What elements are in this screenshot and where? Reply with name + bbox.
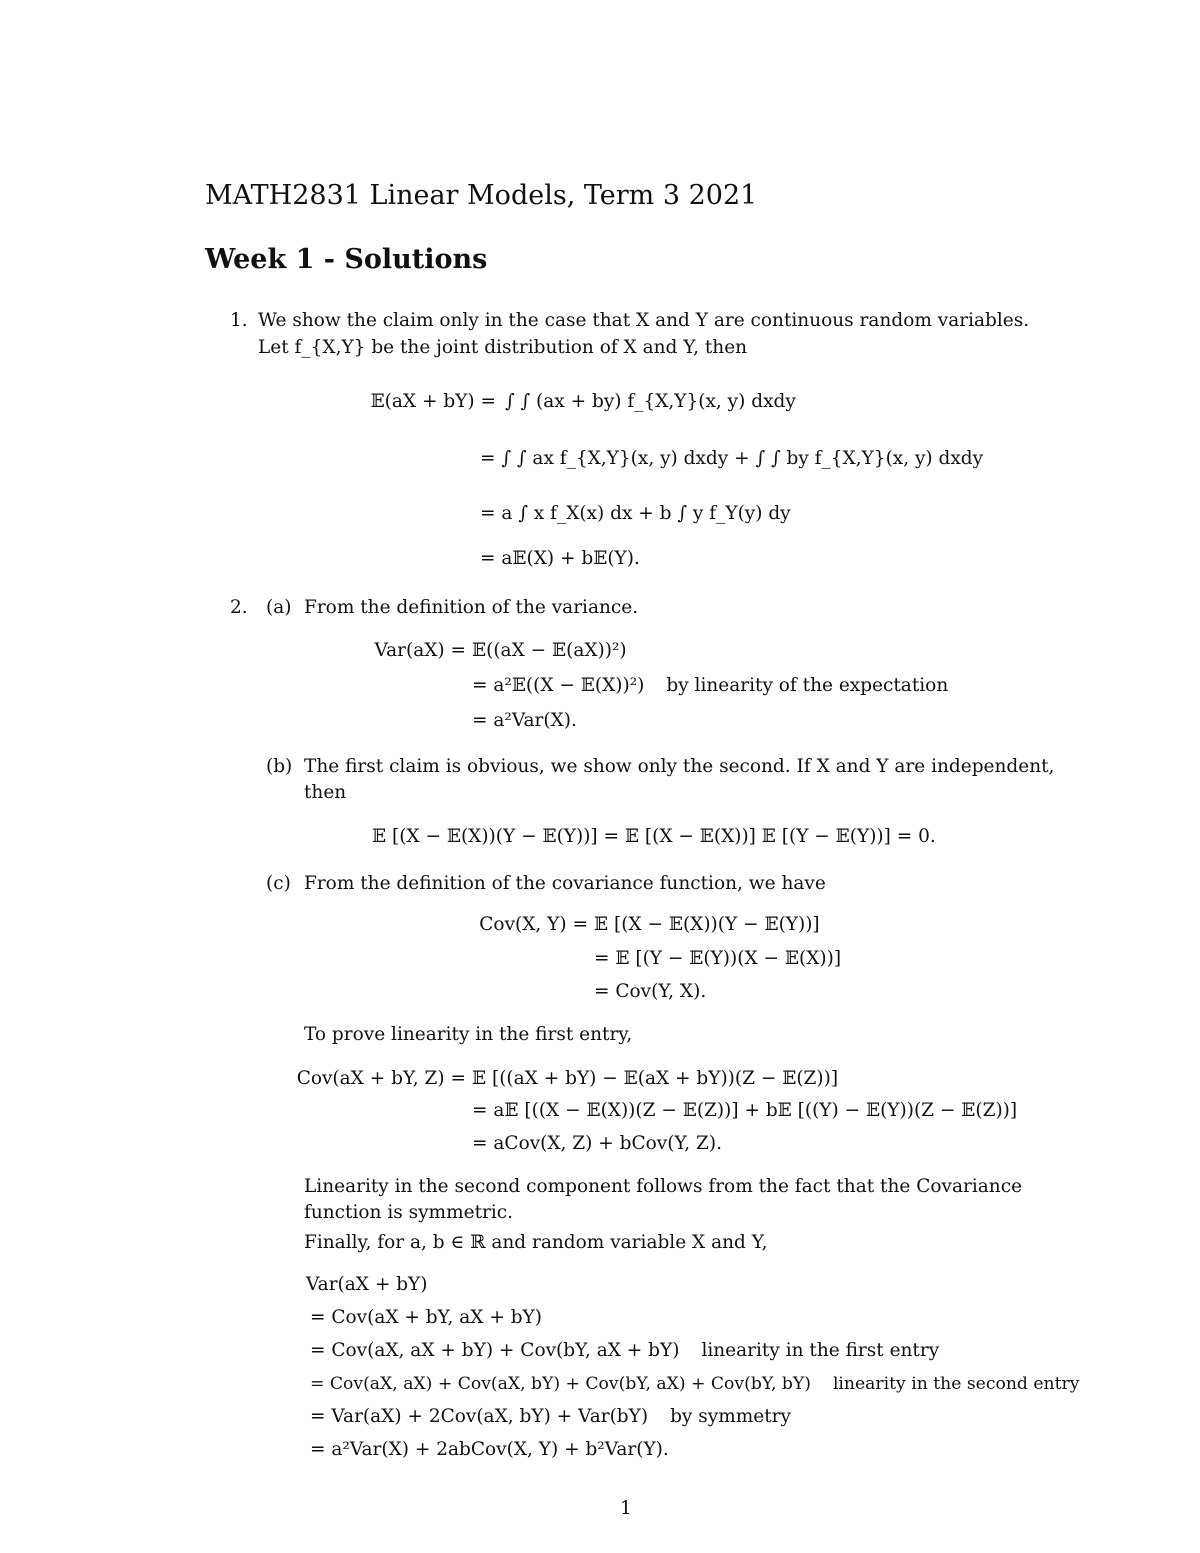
part-c-text: From the definition of the covariance function, we have [304,873,826,894]
section-heading: Week 1 - Solutions [205,244,488,275]
linearity-intro: To prove linearity in the first entry, [304,1024,633,1045]
part-b-equation: 𝔼 [(X − 𝔼(X))(Y − 𝔼(Y))] = 𝔼 [(X − 𝔼(X))] 𝔼 [(Y − 𝔼(Y))] = 0. [372,826,936,847]
variance-line-4: = Cov(aX, aX) + Cov(aX, bY) + Cov(bY, aX) + Cov(bY, bY) linearity in the second entry [310,1374,1080,1394]
cov-symmetry-lhs: Cov(X, Y) = [479,914,588,935]
cov-symmetry-line-2: = 𝔼 [(Y − 𝔼(Y))(X − 𝔼(X))] [594,948,842,969]
part-a-equation-lhs: Var(aX) = [374,640,466,661]
part-a-equation-note: by linearity of the expectation [666,675,949,696]
question-2-number: 2. [230,597,248,618]
part-b-text-line-1: The first claim is obvious, we show only the second. If X and Y are independent, [304,756,1055,777]
symmetry-text-line-2: function is symmetric. [304,1202,514,1223]
q1-equation-lhs: 𝔼(aX + bY) = [370,391,496,412]
part-a-equation-line-1: 𝔼((aX − 𝔼(aX))²) [472,640,627,661]
variance-line-1: Var(aX + bY) [306,1274,428,1295]
variance-note-3: linearity in the first entry [701,1340,940,1361]
document-title: MATH2831 Linear Models, Term 3 2021 [205,180,758,211]
cov-symmetry-line-1: 𝔼 [(X − 𝔼(X))(Y − 𝔼(Y))] [594,914,820,935]
part-c-label: (c) [266,873,291,894]
finally-intro: Finally, for a, b ∈ ℝ and random variable X and Y, [304,1232,768,1253]
part-a-equation-line-3: = a²Var(X). [472,710,577,731]
q1-equation-line-1: ∫ ∫ (ax + by) f_{X,Y}(x, y) dxdy [505,391,796,412]
symmetry-text-line-1: Linearity in the second component follows from the fact that the Covariance [304,1176,1023,1197]
linearity-line-1: 𝔼 [((aX + bY) − 𝔼(aX + bY))(Z − 𝔼(Z))] [472,1068,839,1089]
linearity-line-2: = a𝔼 [((X − 𝔼(X))(Z − 𝔼(Z))] + b𝔼 [((Y) − 𝔼(Y))(Z − 𝔼(Z))] [472,1100,1018,1121]
variance-line-3: = Cov(aX, aX + bY) + Cov(bY, aX + bY) linearity in the first entry [310,1340,940,1361]
linearity-lhs: Cov(aX + bY, Z) = [296,1068,466,1089]
part-a-label: (a) [266,597,292,618]
question-1-number: 1. [230,310,248,331]
question-1-text-line-2: Let f_{X,Y} be the joint distribution of X and Y, then [258,337,748,358]
variance-note-5: by symmetry [670,1406,791,1427]
linearity-line-3: = aCov(X, Z) + bCov(Y, Z). [472,1133,722,1154]
variance-note-4: linearity in the second entry [832,1374,1080,1394]
variance-line-5: = Var(aX) + 2Cov(aX, bY) + Var(bY) by symmetry [310,1406,791,1427]
q1-equation-line-2: = ∫ ∫ ax f_{X,Y}(x, y) dxdy + ∫ ∫ by f_{X,Y}(x, y) dxdy [480,448,984,469]
page-number: 1 [620,1498,632,1519]
part-a-equation-line-2: = a²𝔼((X − 𝔼(X))²) by linearity of the expectation [472,675,949,696]
part-a-text: From the definition of the variance. [304,597,639,618]
part-b-label: (b) [266,756,293,777]
q1-equation-line-3: = a ∫ x f_X(x) dx + b ∫ y f_Y(y) dy [480,503,791,524]
variance-line-2: = Cov(aX + bY, aX + bY) [310,1307,542,1328]
cov-symmetry-line-3: = Cov(Y, X). [594,981,707,1002]
part-b-text-line-2: then [304,782,347,803]
variance-line-6: = a²Var(X) + 2abCov(X, Y) + b²Var(Y). [310,1439,669,1460]
q1-equation-line-4: = a𝔼(X) + b𝔼(Y). [480,548,640,569]
question-1-text-line-1: We show the claim only in the case that X and Y are continuous random variables. [258,310,1030,331]
